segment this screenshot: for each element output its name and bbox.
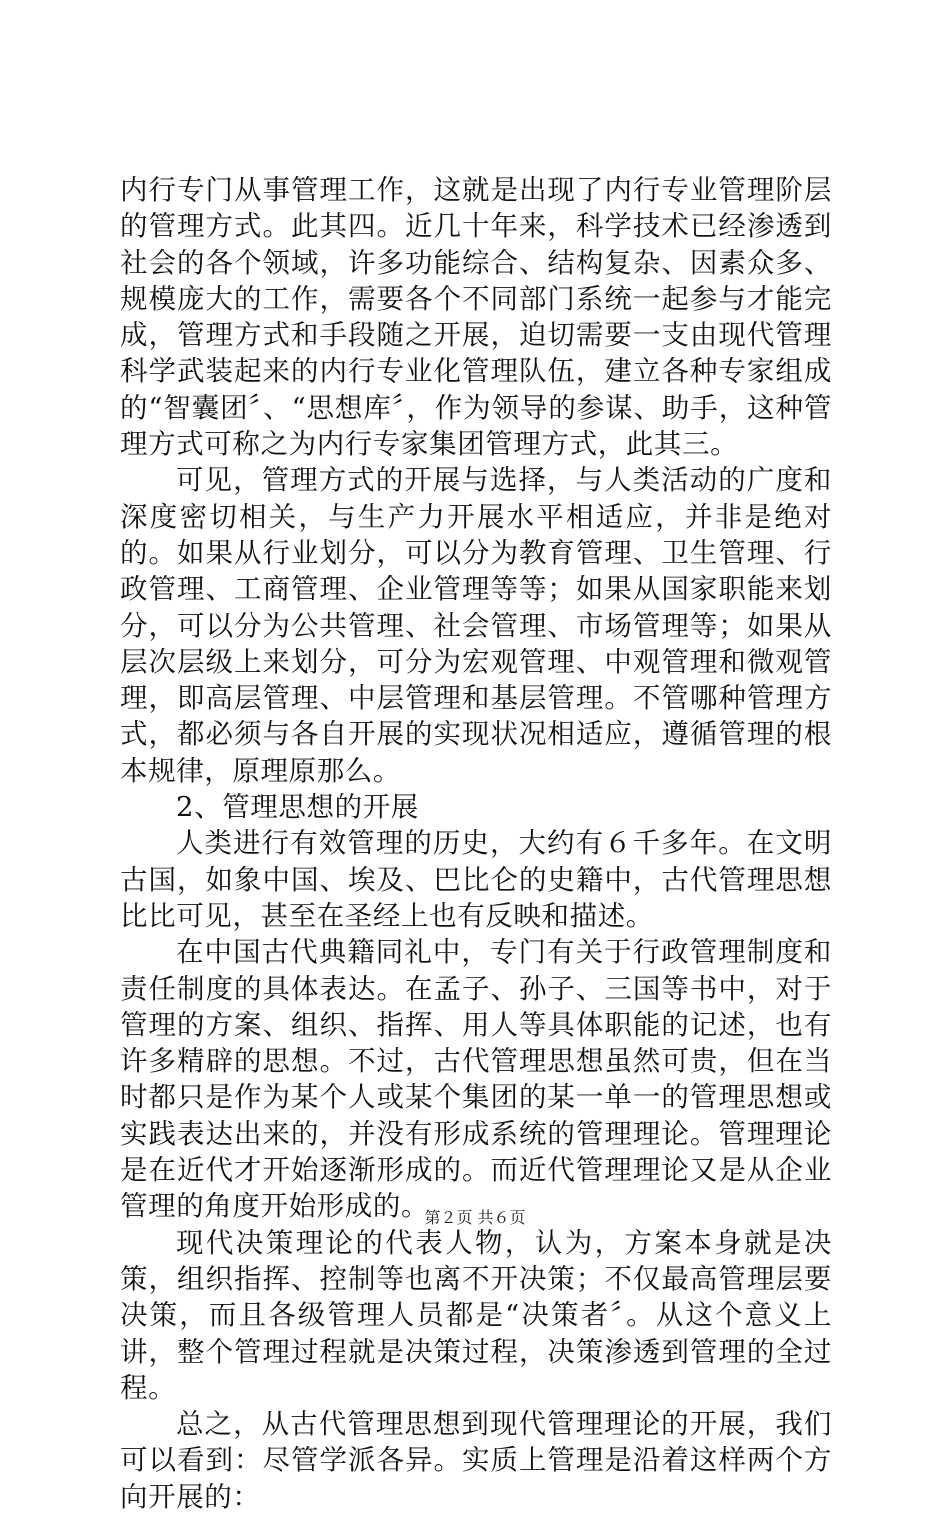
- paragraph: 可见，管理方式的开展与选择，与人类活动的广度和深度密切相关，与生产力开展水平相适应，并非是绝对的。如果从行业划分，可以分为教育管理、卫生管理、行政管理、工商管理、企业管理等等；如果从国家职能来划分，可以分为公共管理、社会管理、市场管理等；如果从层次层级上来划分，可分为宏观管理、中观管理和微观管理，即高层管理、中层管理和基层管理。不管哪种管理方式，都必须与各自开展的实现状况相适应，遵循管理的根本规律，原理原那么。: [120, 464, 832, 787]
- paragraph: 人类进行有效管理的历史，大约有６千多年。在文明古国，如象中国、埃及、巴比仑的史籍中，古代管理思想比比可见，甚至在圣经上也有反映和描述。: [120, 827, 832, 932]
- document-body: [120, 172, 832, 1515]
- section-heading: 2、管理思想的开展: [176, 791, 419, 824]
- paragraph-continued: 内行专门从事管理工作，这就是出现了内行专业管理阶层的管理方式。此其四。近几十年来，科学技术已经渗透到社会的各个领域，许多功能综合、结构复杂、因素众多、规模庞大的工作，需要各个不同部门系统一起参与才能完成，管理方式和手段随之开展，迫切需要一支由现代管理科学武装起来的内行专业化管理队伍，建立各种专家组成的“智囊团〞、“思想库〞，作为领导的参谋、助手，这种管理方式可称之为内行专家集团管理方式，此其三。: [120, 174, 832, 461]
- page-footer: 第２页 共６页: [424, 1208, 526, 1227]
- paragraph: 在中国古代典籍同礼中，专门有关于行政管理制度和责任制度的具体表达。在孟子、孙子、三国等书中，对于管理的方案、组织、指挥、用人等具体职能的记述，也有许多精辟的思想。不过，古代管理思想虽然可贵，但在当时都只是作为某个人或某个集团的某一单一的管理思想或实践表达出来的，并没有形成系统的管理理论。管理理论是在近代才开始逐渐形成的。而近代管理理论又是从企业管理的角度开始形成的。: [120, 936, 832, 1223]
- paragraph: 总之，从古代管理思想到现代管理理论的开展，我们可以看到：尽管学派各异。实质上管理是沿着这样两个方向开展的：: [120, 1408, 832, 1513]
- paragraph: 现代决策理论的代表人物，认为，方案本身就是决策，组织指挥、控制等也离不开决策；不仅最高管理层要决策，而且各级管理人员都是“决策者〞。从这个意义上讲，整个管理过程就是决策过程，决策渗透到管理的全过程。: [120, 1226, 832, 1404]
